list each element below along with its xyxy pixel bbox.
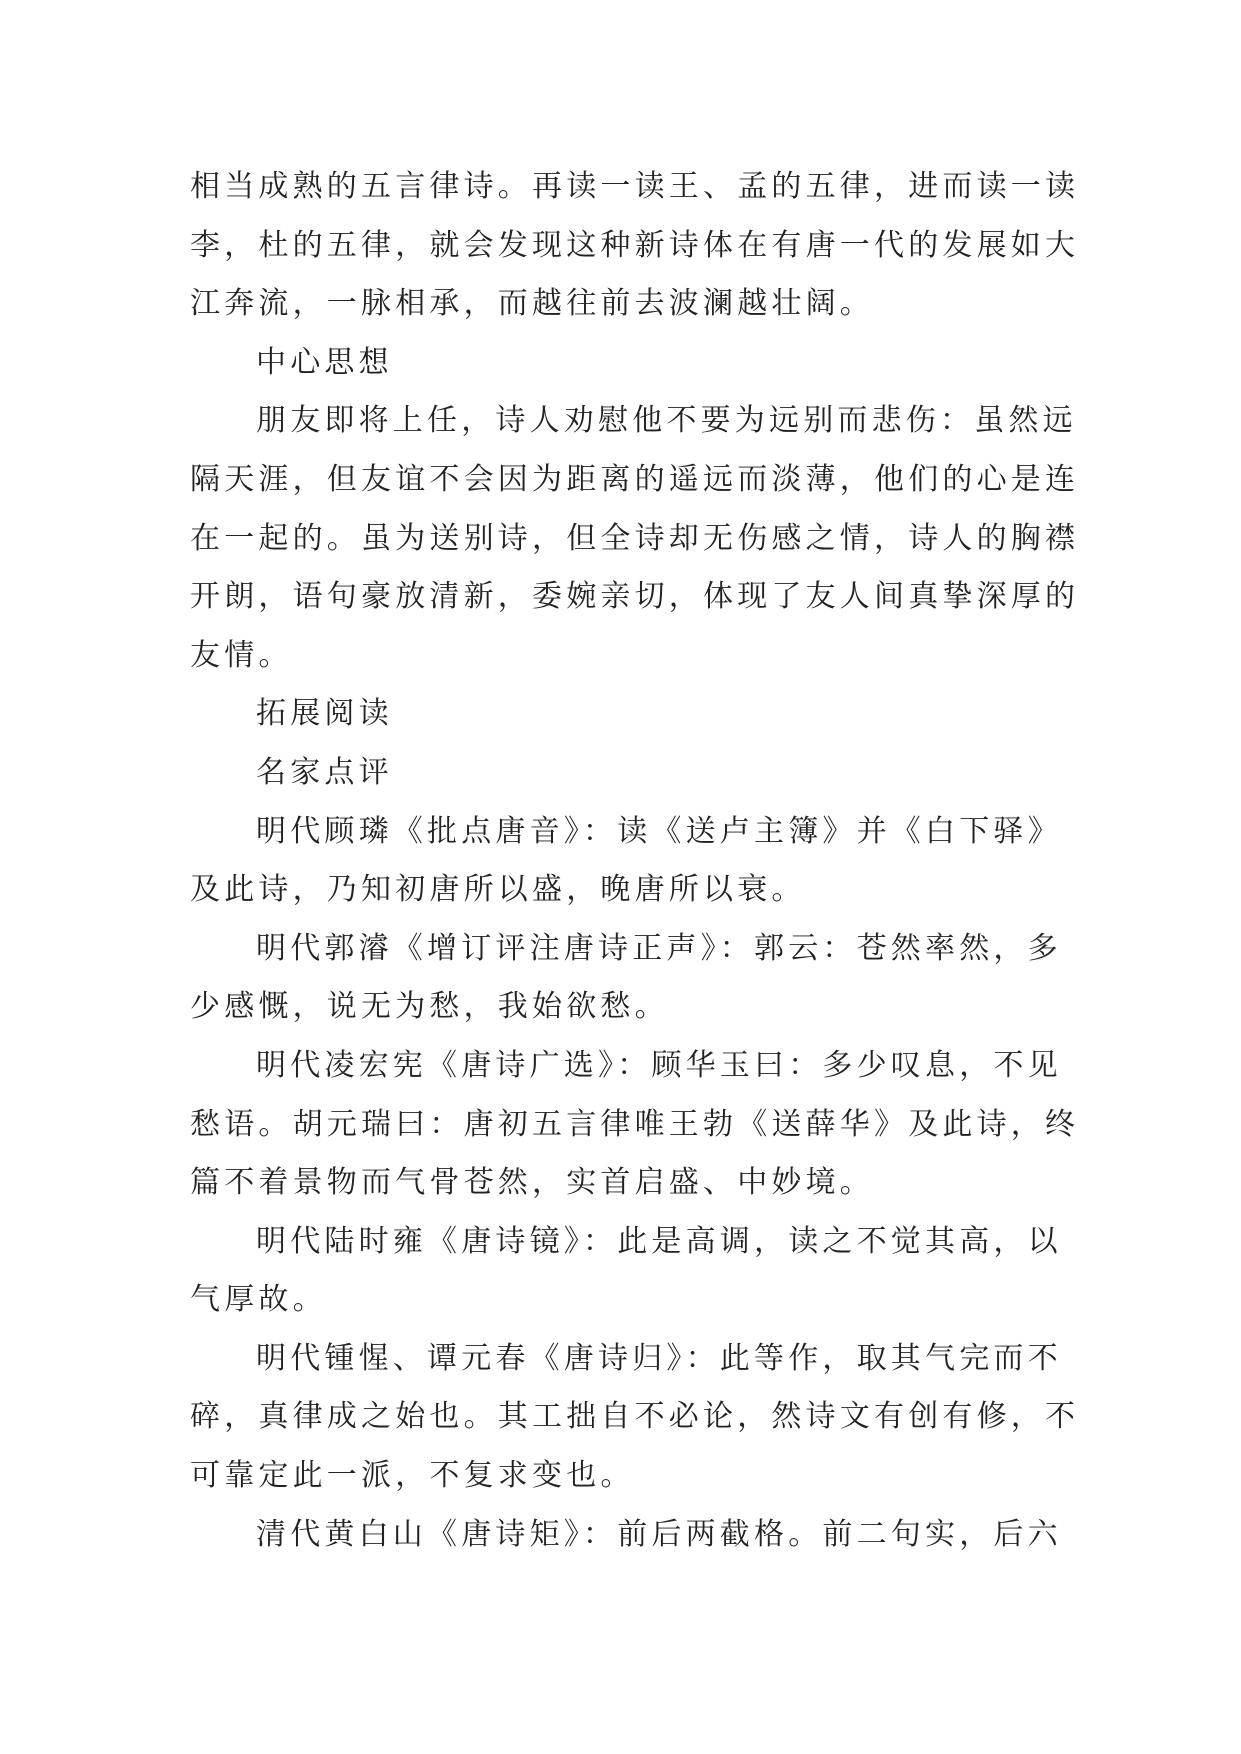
text-line: 清代黄白山《唐诗矩》：前后两截格。前二句实，后六 bbox=[256, 1516, 1062, 1552]
text-line: 可靠定此一派，不复求变也。 bbox=[190, 1458, 635, 1494]
text-line: 开朗，语句豪放清新，委婉亲切，体现了友人间真挚深厚的 bbox=[190, 579, 1080, 615]
text-line: 相当成熟的五言律诗。再读一读王、孟的五律，进而读一读 bbox=[190, 169, 1080, 204]
text-line: 隔天涯，但友谊不会因为距离的遥远而淡薄，他们的心是连 bbox=[190, 461, 1080, 497]
text-line: 李，杜的五律，就会发现这种新诗体在有唐一代的发展如大 bbox=[190, 227, 1080, 263]
text-line: 愁语。胡元瑞曰：唐初五言律唯王勃《送薛华》及此诗，终 bbox=[190, 1106, 1080, 1142]
text-line: 友情。 bbox=[190, 637, 293, 673]
text-line: 朋友即将上任，诗人劝慰他不要为远别而悲伤：虽然远 bbox=[256, 403, 1077, 439]
text-line: 明代锺惺、谭元春《唐诗归》：此等作，取其气完而不 bbox=[256, 1340, 1062, 1376]
text-line: 在一起的。虽为送别诗，但全诗却无伤感之情，诗人的胸襟 bbox=[190, 520, 1080, 556]
text-line: 碎，真律成之始也。其工拙自不必论，然诗文有创有修，不 bbox=[190, 1399, 1080, 1435]
text-line: 明代凌宏宪《唐诗广选》：顾华玉曰：多少叹息，不见 bbox=[256, 1047, 1062, 1083]
text-line: 明代陆时雍《唐诗镜》：此是高调，读之不觉其高，以 bbox=[256, 1223, 1062, 1259]
text-line: 江奔流，一脉相承，而越往前去波澜越壮阔。 bbox=[190, 286, 874, 322]
text-line: 篇不着景物而气骨苍然，实首启盛、中妙境。 bbox=[190, 1165, 874, 1201]
text-line: 明代郭濬《增订评注唐诗正声》：郭云：苍然率然，多 bbox=[256, 930, 1062, 966]
text-line: 明代顾璘《批点唐音》：读《送卢主簿》并《白下驿》 bbox=[256, 813, 1062, 849]
section-heading-central-idea: 中心思想 bbox=[256, 344, 393, 380]
section-heading-critic-comments: 名家点评 bbox=[256, 754, 393, 790]
document-page bbox=[190, 158, 1080, 1564]
text-line: 及此诗，乃知初唐所以盛，晚唐所以衰。 bbox=[190, 872, 806, 908]
text-line: 少感慨，说无为愁，我始欲愁。 bbox=[190, 989, 669, 1025]
text-line: 气厚故。 bbox=[190, 1282, 327, 1318]
section-heading-extended-reading: 拓展阅读 bbox=[256, 696, 393, 732]
